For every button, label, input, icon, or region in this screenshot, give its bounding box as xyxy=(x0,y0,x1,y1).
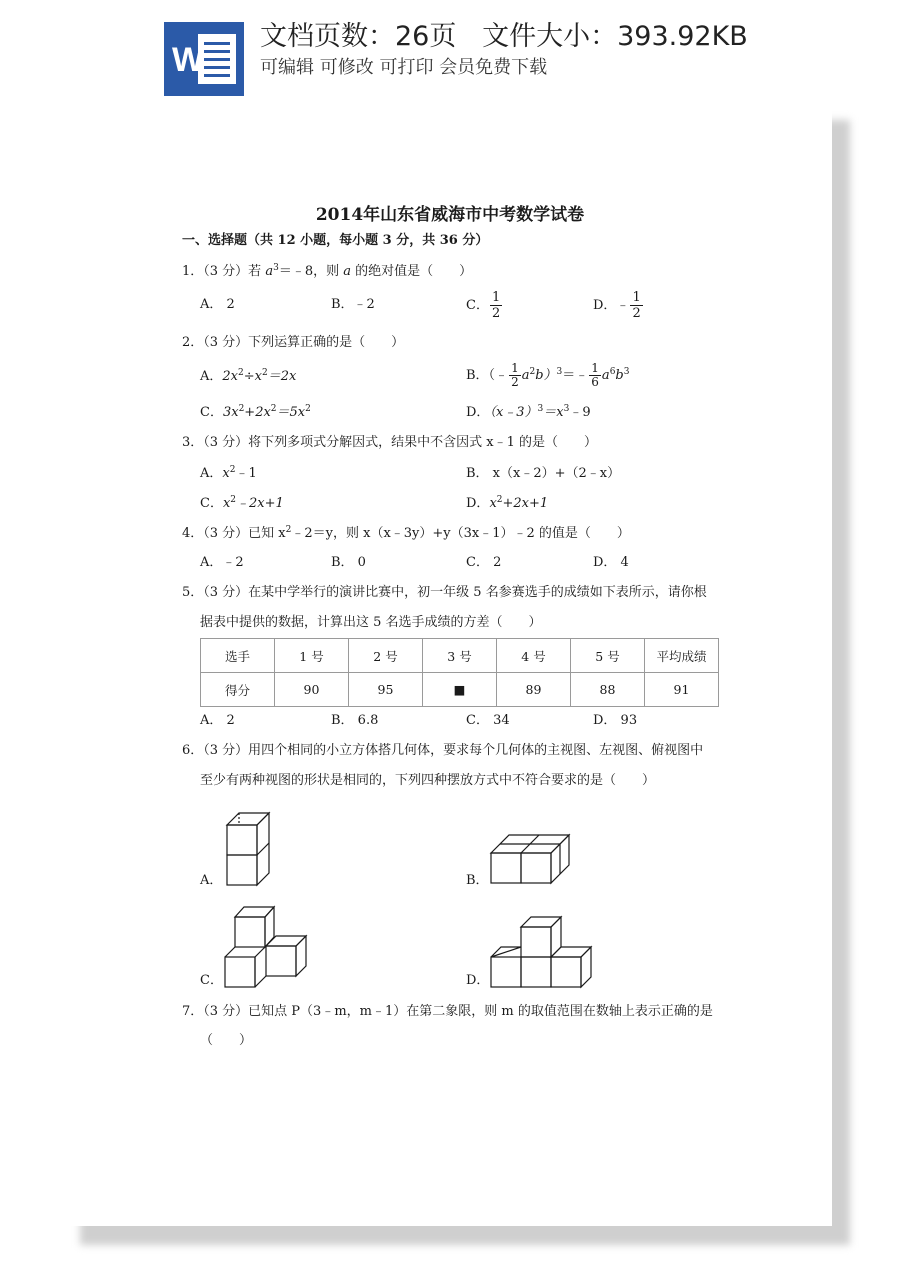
table-cell: 90 xyxy=(275,673,349,707)
question-7-line-1: 7．（3 分）已知点 P（3﹣m，m﹣1）在第二象限，则 m 的取值范围在数轴上表示正确的是 xyxy=(182,1004,713,1019)
question-6-line-1: 6．（3 分）用四个相同的小立方体搭几何体，要求每个几何体的主视图、左视图、俯视图中 xyxy=(182,743,704,758)
q2-option-b: B．（﹣ $\frac{1}{2}$ $a^2b)^3=﹣$ $\frac{1}{6}$ $a^6b^3$ xyxy=(466,361,630,389)
q5-option-c: C． 34 xyxy=(466,713,510,728)
q1-option-a: A． 2 xyxy=(200,297,235,312)
q1-option-d: D．﹣ $\frac{1}{2}$ xyxy=(593,290,641,321)
q6-option-b: B． xyxy=(466,873,489,888)
document-page xyxy=(68,98,832,1226)
cube-figure-a xyxy=(226,806,286,886)
table-cell: 89 xyxy=(497,673,571,707)
q3-option-c: C．$x^2﹣2x+1$ xyxy=(200,495,284,511)
q6-option-d: D． xyxy=(466,973,490,988)
table-cell: 95 xyxy=(349,673,423,707)
table-cell: ■ xyxy=(423,673,497,707)
q2-option-d: D．$(x﹣3)^3=x^3﹣9$ xyxy=(466,404,591,420)
q4-option-c: C． 2 xyxy=(466,555,502,570)
q3-option-d: D．$x^2+2x+1$ xyxy=(466,495,549,511)
q5-option-a: A． 2 xyxy=(200,713,235,728)
q2-option-a: A．$2x^2\div x^2=2x$ xyxy=(200,368,297,384)
q4-option-a: A．﹣2 xyxy=(200,555,244,570)
q4-option-d: D． 4 xyxy=(593,555,629,570)
q1-option-b: B．﹣2 xyxy=(331,297,375,312)
table-cell: 4 号 xyxy=(497,639,571,673)
table-cell: 得分 xyxy=(201,673,275,707)
q2-option-c: C．$3x^2+2x^2=5x^2$ xyxy=(200,404,311,420)
table-cell: 5 号 xyxy=(571,639,645,673)
question-5-line-1: 5．（3 分）在某中学举行的演讲比赛中，初一年级 5 名参赛选手的成绩如下表所示，请你根 xyxy=(182,585,707,600)
table-row xyxy=(201,673,719,707)
logo-letter: W xyxy=(172,41,205,79)
cube-figure-b xyxy=(490,834,575,886)
cube-figure-c xyxy=(224,906,309,988)
q6-option-a: A． xyxy=(200,873,223,888)
section-heading: 一、选择题（共 12 小题，每小题 3 分，共 36 分） xyxy=(182,233,489,248)
q3-option-a: A．$x^2﹣1$ xyxy=(200,465,257,481)
cube-figure-d xyxy=(490,916,595,988)
q5-option-b: B． 6.8 xyxy=(331,713,379,728)
question-7-line-2: （ ） xyxy=(200,1033,253,1048)
table-cell: 平均成绩 xyxy=(645,639,719,673)
table-cell: 2 号 xyxy=(349,639,423,673)
q1-option-c: C． $\frac{1}{2}$ xyxy=(466,290,501,321)
table-cell: 选手 xyxy=(201,639,275,673)
table-cell: 1 号 xyxy=(275,639,349,673)
question-5-line-2: 据表中提供的数据，计算出这 5 名选手成绩的方差（ ） xyxy=(200,615,542,630)
q5-option-d: D． 93 xyxy=(593,713,638,728)
q4-option-b: B． 0 xyxy=(331,555,366,570)
document-title: 2014年山东省威海市中考数学试卷 xyxy=(315,205,585,225)
header-subtitle: 可编辑 可修改 可打印 会员免费下载 xyxy=(260,57,548,78)
table-cell: 3 号 xyxy=(423,639,497,673)
question-2: 2．（3 分）下列运算正确的是（ ） xyxy=(182,335,405,350)
table-cell: 88 xyxy=(571,673,645,707)
header-title: 文档页数：26页 文件大小：393.92KB xyxy=(260,21,748,52)
question-1: 1．（3 分）若 $a^3=﹣8$，则 a 的绝对值是（ ） xyxy=(182,263,473,279)
question-3: 3．（3 分）将下列多项式分解因式，结果中不含因式 x﹣1 的是（ ） xyxy=(182,435,598,450)
word-doc-icon xyxy=(164,22,244,96)
q3-option-b: B． x（x﹣2）+（2﹣x） xyxy=(466,466,621,481)
q6-option-c: C． xyxy=(200,973,223,988)
question-4: 4．（3 分）已知 $x^2﹣2=y$，则 x（x﹣3y）+y（3x﹣1）﹣2 的值是（ ） xyxy=(182,525,630,541)
table-header-row xyxy=(201,639,719,673)
question-6-line-2: 至少有两种视图的形状是相同的，下列四种摆放方式中不符合要求的是（ ） xyxy=(200,773,656,788)
score-table xyxy=(200,638,719,707)
table-cell: 91 xyxy=(645,673,719,707)
